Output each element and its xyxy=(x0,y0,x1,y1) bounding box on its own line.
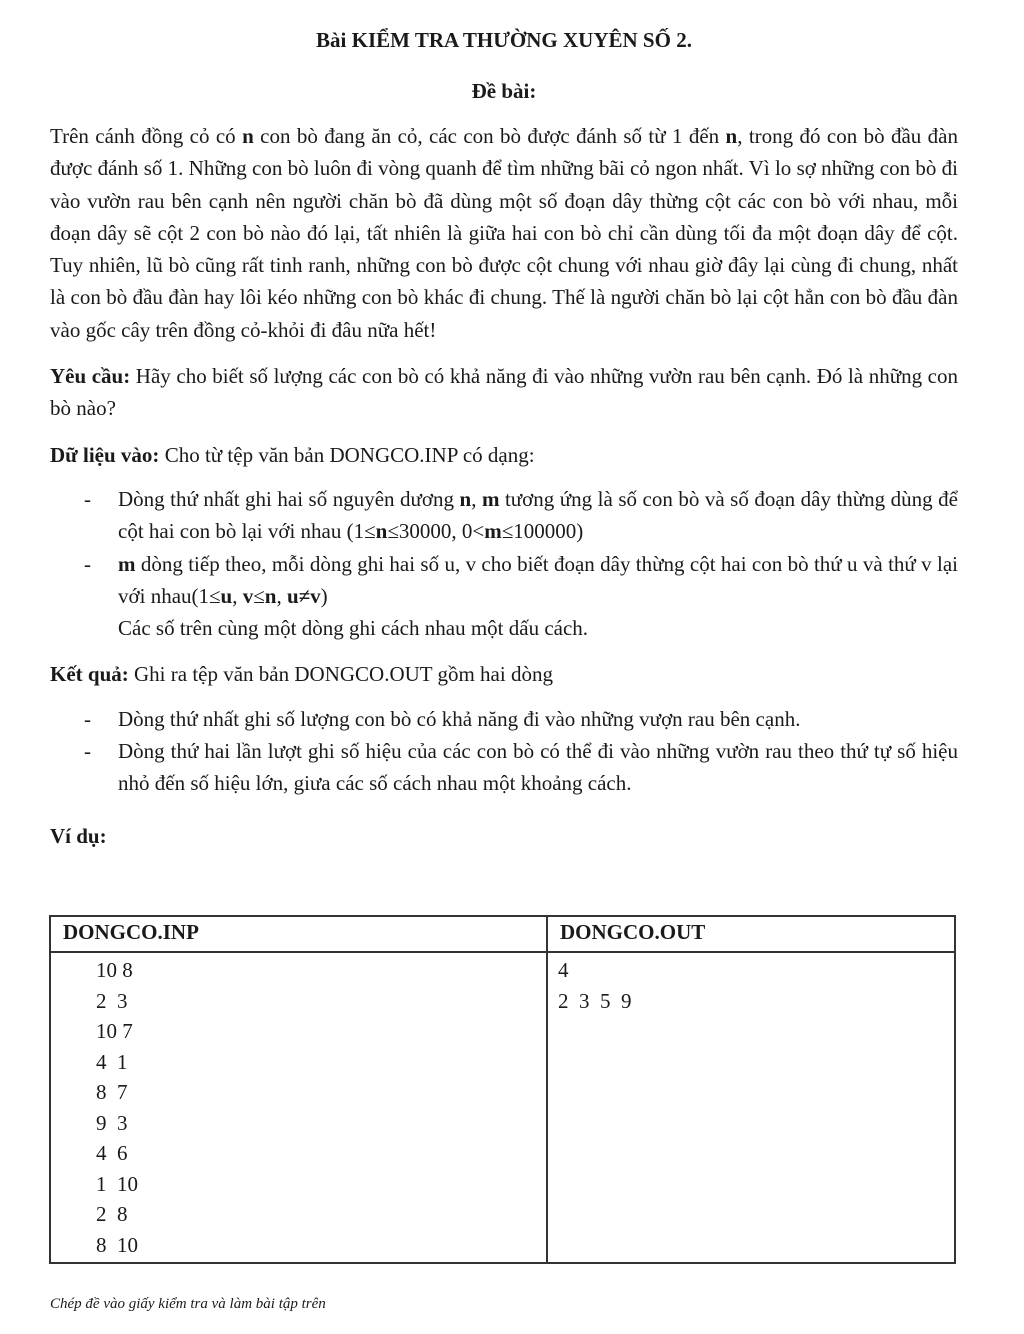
example-label: Ví dụ: xyxy=(50,823,107,848)
out-line: 2 3 5 9 xyxy=(558,988,632,1013)
requirement-label: Yêu cầu: xyxy=(50,364,131,389)
inp-line: 2 8 xyxy=(96,1202,128,1226)
input-note: Các số trên cùng một dòng ghi cách nhau một dấu cách. xyxy=(118,616,589,641)
footer-note: Chép đề vào giấy kiểm tra và làm bài tập trên xyxy=(50,1296,326,1312)
inp-line: 9 3 xyxy=(96,1110,128,1135)
list-item: - Dòng thứ hai lần lượt ghi số hiệu của các con bò có thể đi vào những vườn rau theo thứ tự số hiệu nhỏ đến số hiệu lớn, giưa các số cách nhau một khoảng cách. xyxy=(118,735,958,800)
inp-line: 2 3 xyxy=(96,988,128,1013)
inp-line: 10 7 xyxy=(96,1019,133,1043)
out-cell xyxy=(547,952,955,1263)
inp-line: 10 8 xyxy=(96,958,133,982)
table-header-out: DONGCO.OUT xyxy=(547,916,955,952)
input-label: Dữ liệu vào: xyxy=(50,442,160,467)
problem-statement: Trên cánh đồng cỏ có n con bò đang ăn cỏ, các con bò được đánh số từ 1 đến n, trong đó con bò đầu đàn được đánh số 1. Những con bò luôn đi vòng quanh để tìm những bãi cỏ ngon nhất. Vì lo sợ những con bò đi vào vườn rau bên cạnh nên người chăn bò đã dùng một số đoạn dây thừng cột các con bò với nhau, mỗi đoạn dây sẽ cột 2 con bò nào đó lại, tất nhiên là giữa hai con bò chỉ cần dùng tối đa một đoạn dây để cột. Tuy nhiên, lũ bò cũng rất tinh ranh, những con bò được cột chung với nhau giờ đây lại cùng đi chung, nhất là con bò đầu đàn hay lôi kéo những con bò khác đi chung. Thế là người chăn bò lại cột hẳn con bò đầu đàn vào gốc cây trên đồng cỏ-khỏi đi đâu nữa hết! xyxy=(50,124,959,342)
out-line: 4 xyxy=(558,958,569,982)
table-header-row xyxy=(50,916,955,952)
example-table xyxy=(49,915,956,1264)
table-header-inp: DONGCO.INP xyxy=(50,916,547,952)
input-format-list xyxy=(50,483,958,612)
list-item: - Dòng thứ nhất ghi hai số nguyên dương n, m tương ứng là số con bò và số đoạn dây thừng dùng để cột hai con bò lại với nhau (1≤n≤30000, 0<m≤100000) xyxy=(118,483,958,548)
table-row xyxy=(50,952,955,1263)
inp-line: 4 6 xyxy=(96,1141,128,1165)
input-section: Dữ liệu vào: Cho từ tệp văn bản DONGCO.INP có dạng: xyxy=(50,442,535,467)
list-item: - m dòng tiếp theo, mỗi dòng ghi hai số u, v cho biết đoạn dây thừng cột hai con bò thứ u và thứ v lại với nhau(1≤u, v≤n, u≠v) xyxy=(118,548,958,613)
inp-line: 1 10 xyxy=(96,1171,138,1196)
output-format-list xyxy=(50,703,958,800)
output-label: Kết quả: xyxy=(50,662,129,687)
document-page xyxy=(50,28,958,849)
inp-line: 8 10 xyxy=(96,1232,138,1257)
document-title: Bài KIỂM TRA THƯỜNG XUYÊN SỐ 2. xyxy=(316,28,692,52)
list-item: - Dòng thứ nhất ghi số lượng con bò có khả năng đi vào những vượn rau bên cạnh. xyxy=(118,703,958,735)
output-section: Kết quả: Ghi ra tệp văn bản DONGCO.OUT gồm hai dòng xyxy=(50,662,553,687)
inp-line: 4 1 xyxy=(96,1049,128,1074)
inp-cell xyxy=(50,952,547,1263)
requirement-section: Yêu cầu: Hãy cho biết số lượng các con bò có khả năng đi vào những vườn rau bên cạnh. Đó là những con bò nào? xyxy=(50,364,958,421)
problem-heading: Đề bài: xyxy=(471,79,537,103)
inp-line: 8 7 xyxy=(96,1080,128,1104)
